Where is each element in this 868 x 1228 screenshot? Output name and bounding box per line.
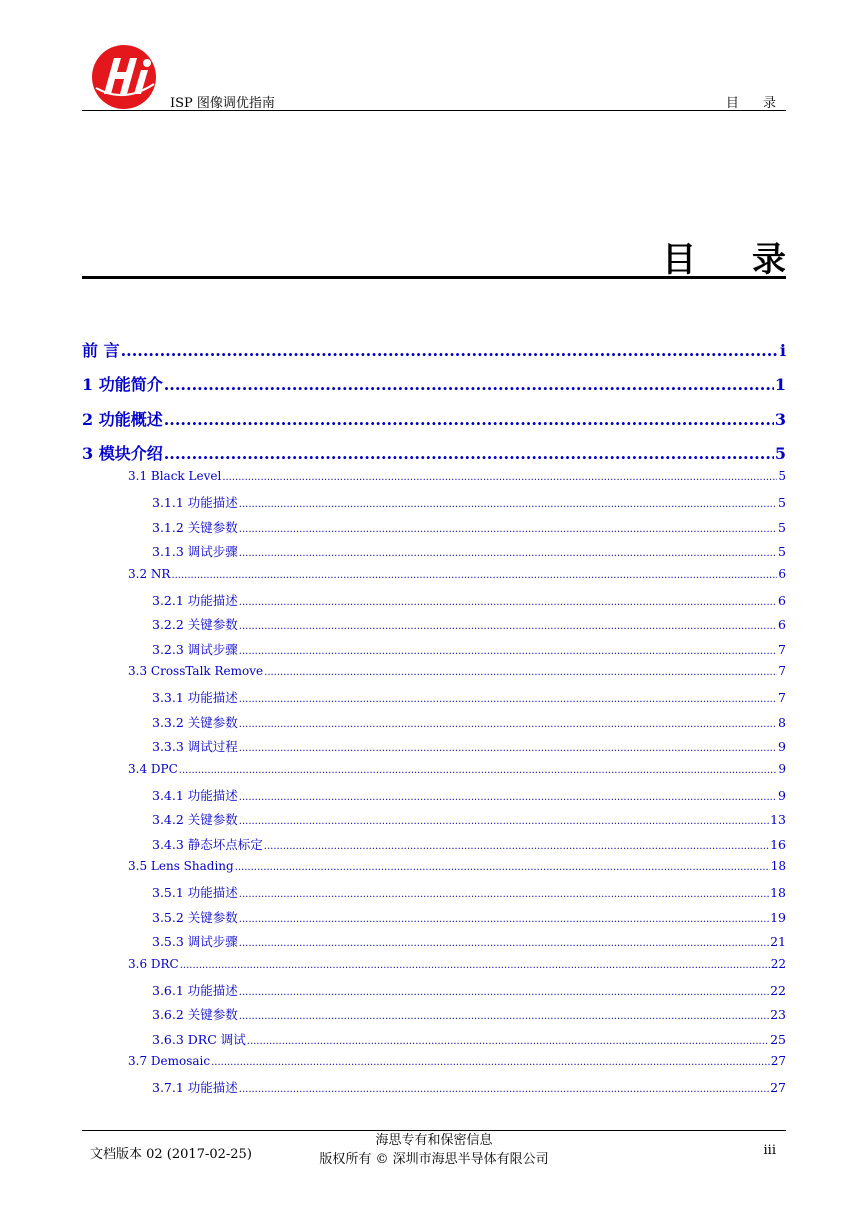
toc-label: 3.1.1 功能描述 [152, 495, 238, 510]
toc-entry-3-1[interactable] [128, 469, 786, 483]
toc-entry-3-3-2[interactable] [152, 713, 786, 731]
toc-page: 7 [778, 690, 786, 705]
toc-entry-3-1-2[interactable] [152, 518, 786, 536]
toc-label: 3.6 DRC [128, 957, 179, 971]
toc-entry-3-5-2[interactable] [152, 908, 786, 926]
toc-entry-3-2-3[interactable] [152, 640, 786, 658]
footer-center [0, 1131, 868, 1169]
footer-copyright: 版权所有 © 深圳市海思半导体有限公司 [319, 1152, 549, 1167]
toc-label: 3.4 DPC [128, 762, 178, 776]
toc-page: 25 [770, 1032, 786, 1047]
header-divider [82, 110, 786, 111]
toc-entry-3-3[interactable] [128, 664, 786, 678]
toc-entry-3-7[interactable] [128, 1054, 786, 1068]
toc-label: 3.2 NR [128, 567, 171, 581]
toc-entry-3-4-2[interactable] [152, 810, 786, 828]
toc-page: 1 [774, 375, 786, 394]
toc-label: 3.2.3 调试步骤 [152, 642, 238, 657]
toc-label: 3.3.1 功能描述 [152, 690, 238, 705]
toc-entry-3-6-1[interactable] [152, 981, 786, 999]
toc-page: 7 [778, 664, 786, 678]
toc-page: 5 [774, 444, 786, 463]
toc-entry-3-5-3[interactable] [152, 932, 786, 950]
toc-label: 2 功能概述 [82, 410, 163, 429]
toc-label: 3.5.3 调试步骤 [152, 934, 238, 949]
toc-entry-preface[interactable] [82, 338, 786, 361]
title-rule [82, 276, 786, 279]
toc-entry-3[interactable] [82, 441, 786, 464]
toc-entry-3-6-2[interactable] [152, 1005, 786, 1023]
toc-label: 3.1 Black Level [128, 469, 222, 483]
toc-page: 13 [770, 812, 786, 827]
toc-label: 3.5 Lens Shading [128, 859, 234, 873]
toc-page: 18 [770, 859, 786, 873]
header-section: 目 录 [725, 96, 786, 111]
toc-entry-3-4-3[interactable] [152, 835, 786, 853]
page-title: 目 录 [662, 240, 808, 280]
toc-page: 9 [778, 788, 786, 803]
toc-entry-3-2-2[interactable] [152, 615, 786, 633]
toc-label: 3.3.2 关键参数 [152, 715, 238, 730]
toc-label: 3.3.3 调试过程 [152, 739, 238, 754]
toc-label: 3.3 CrossTalk Remove [128, 664, 264, 678]
toc-entry-3-1-1[interactable] [152, 493, 786, 511]
footer-version: 文档版本 02 (2017-02-25) [90, 1147, 252, 1162]
toc-entry-3-5[interactable] [128, 859, 786, 873]
toc-label: 3.6.2 关键参数 [152, 1007, 238, 1022]
toc-page: 5 [778, 495, 786, 510]
toc-page: 16 [770, 837, 786, 852]
toc-label: 3.5.2 关键参数 [152, 910, 238, 925]
toc-page: 18 [770, 885, 786, 900]
footer-confidential: 海思专有和保密信息 [375, 1133, 493, 1148]
toc-entry-3-5-1[interactable] [152, 883, 786, 901]
toc-label: 3.1.2 关键参数 [152, 520, 238, 535]
toc-page: 21 [770, 934, 786, 949]
toc-page: 8 [778, 715, 786, 730]
toc-label: 前 言 [82, 341, 120, 360]
toc-label: 3.5.1 功能描述 [152, 885, 238, 900]
toc-page: 27 [770, 1054, 786, 1068]
toc-page: 5 [778, 520, 786, 535]
toc-label: 1 功能简介 [82, 375, 163, 394]
toc-label: 3.7.1 功能描述 [152, 1080, 238, 1095]
toc-entry-1[interactable] [82, 372, 786, 395]
toc-label: 3.6.1 功能描述 [152, 983, 238, 998]
toc-page: 22 [770, 983, 786, 998]
toc-label: 3.2.1 功能描述 [152, 593, 238, 608]
toc-page: 9 [778, 762, 786, 776]
toc-page: 6 [778, 593, 786, 608]
toc-entry-3-6[interactable] [128, 957, 786, 971]
toc-label: 3.6.3 DRC 调试 [152, 1032, 246, 1047]
toc-entry-3-3-1[interactable] [152, 688, 786, 706]
company-logo [90, 44, 158, 110]
toc-label: 3.4.3 静态坏点标定 [152, 837, 263, 852]
toc-page: i [779, 341, 786, 360]
toc-page: 7 [778, 642, 786, 657]
toc-entry-3-2[interactable] [128, 567, 786, 581]
toc-entry-3-6-3[interactable] [152, 1030, 786, 1048]
toc-entry-3-4[interactable] [128, 762, 786, 776]
toc-page: 6 [778, 567, 786, 581]
toc-entry-3-3-3[interactable] [152, 737, 786, 755]
toc-page: 3 [774, 410, 786, 429]
footer-page-number: iii [763, 1143, 776, 1158]
toc-page: 5 [778, 469, 786, 483]
toc-page: 9 [778, 739, 786, 754]
toc-page: 27 [770, 1080, 786, 1095]
toc-page: 6 [778, 617, 786, 632]
toc-page: 23 [770, 1007, 786, 1022]
toc-label: 3.1.3 调试步骤 [152, 544, 238, 559]
toc-page: 19 [770, 910, 786, 925]
toc-entry-3-2-1[interactable] [152, 591, 786, 609]
toc-label: 3.2.2 关键参数 [152, 617, 238, 632]
header-doc-title: ISP 图像调优指南 [170, 96, 275, 111]
toc-entry-2[interactable] [82, 407, 786, 430]
toc-label: 3.7 Demosaic [128, 1054, 211, 1068]
toc-label: 3.4.1 功能描述 [152, 788, 238, 803]
toc-entry-3-1-3[interactable] [152, 542, 786, 560]
toc-label: 3 模块介绍 [82, 444, 163, 463]
toc-page: 5 [778, 544, 786, 559]
toc-entry-3-4-1[interactable] [152, 786, 786, 804]
toc-page: 22 [770, 957, 786, 971]
toc-label: 3.4.2 关键参数 [152, 812, 238, 827]
toc-entry-3-7-1[interactable] [152, 1078, 786, 1096]
